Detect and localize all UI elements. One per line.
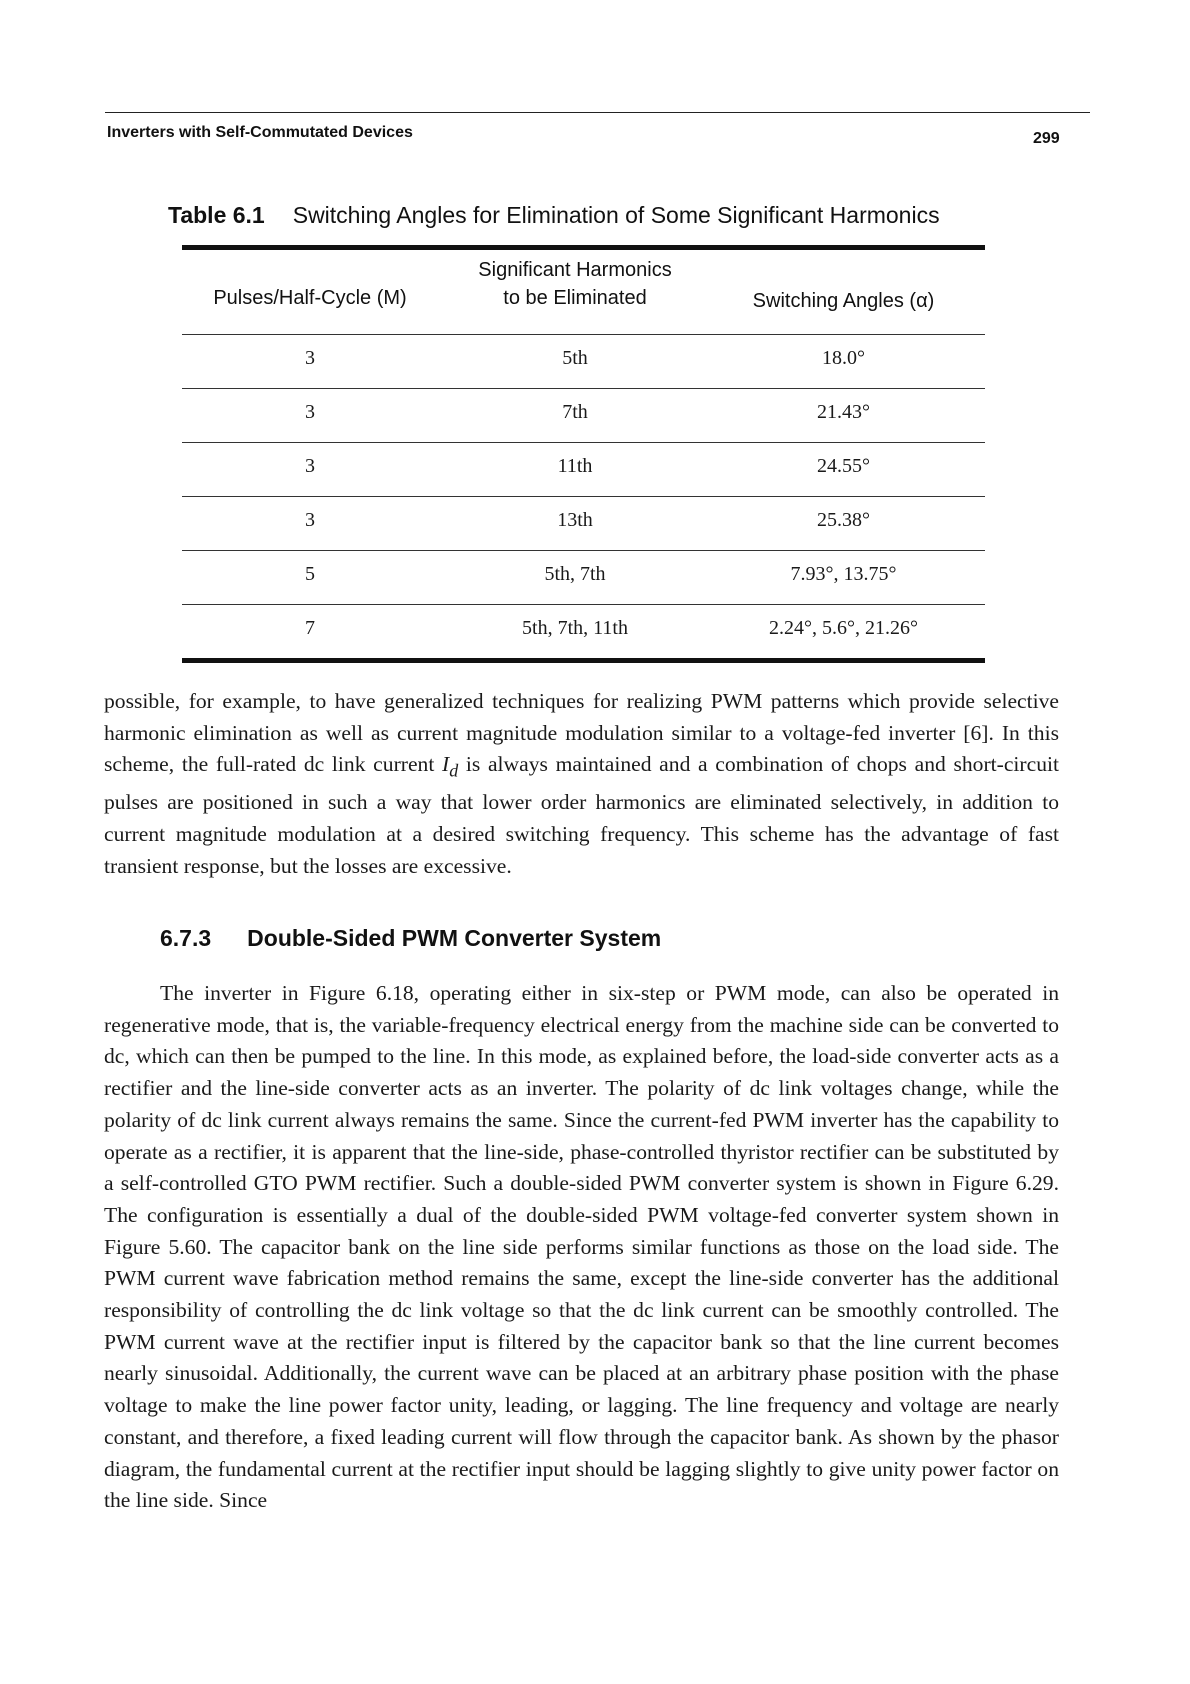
cell-pulses: 3 [305,347,315,369]
body-paragraph: The inverter in Figure 6.18, operating either in six-step or PWM mode, can also be operated in regenerative mode, that is, the variable-frequency electrical energy from the machine side can be converted to dc, which can then be pumped to the line. In this mode, as explained before, the load-side converter acts as a rectifier and the line-side converter acts as an inverter. The polarity of dc link voltages change, while the polarity of dc link current always remains the same. Since the current-fed PWM inverter has the capability to operate as a rectifier, it is apparent that the line-side, phase-controlled thyristor rectifier can be substituted by a self-controlled GTO PWM rectifier. Such a double-sided PWM converter system is shown in Figure 6.29. The configuration is essentially a dual of the double-sided PWM voltage-fed converter system shown in Figure 5.60. The capacitor bank on the line side performs similar functions as those on the load side. The PWM current wave fabrication method remains the same, except the line-side converter has the additional responsibility of controlling the dc link voltage so that the dc link current can be smoothly controlled. The PWM current wave at the rectifier input is filtered by the capacitor bank so that the line current becomes nearly sinusoidal. Additionally, the current wave can be placed at an arbitrary phase position with the phase voltage to make the line power factor unity, leading, or lagging. The line frequency and voltage are nearly constant, and therefore, a fixed leading current will flow through the capacitor bank. As shown by the phasor diagram, the fundamental current at the rectifier input should be lagging slightly to give unity power factor on the line side. Since [104,981,1059,1513]
cell-pulses: 7 [305,617,315,639]
cell-pulses: 3 [305,509,315,531]
table-header-row [182,250,985,334]
page-number: 299 [1033,130,1060,147]
table-row [182,443,985,496]
cell-harmonics: 5th, 7th [544,563,606,585]
section-title: Double-Sided PWM Converter System [247,925,662,951]
table-caption [168,202,940,229]
dc-link-current-subscript: d [449,760,459,781]
header-harmonics-line1: Significant Harmonics [478,259,672,281]
cell-angles: 25.38° [817,509,870,531]
section-number: 6.7.3 [160,925,212,951]
switching-angles-table [182,245,985,663]
cell-angles: 21.43° [817,401,870,423]
cell-harmonics: 7th [562,401,588,423]
section-heading [160,925,661,952]
cell-harmonics: 5th, 7th, 11th [522,617,628,639]
cell-harmonics: 11th [557,455,593,477]
cell-angles: 24.55° [817,455,870,477]
cell-pulses: 3 [305,455,315,477]
header-angles: Switching Angles (α) [752,290,935,312]
dc-link-current-symbol: I [442,752,450,777]
running-head: Inverters with Self-Commutated Devices [107,124,413,141]
table-row [182,551,985,604]
header-pulses: Pulses/Half-Cycle (M) [213,287,407,309]
cell-angles: 7.93°, 13.75° [790,563,897,585]
header-harmonics [450,256,700,312]
cell-harmonics: 5th [562,347,588,369]
table-label: Table 6.1 [168,202,265,228]
cell-angles: 2.24°, 5.6°, 21.26° [769,617,918,639]
body-paragraph [104,686,1059,883]
paragraph-text: is always maintained and a combination of chops and short-circuit pulses are positioned in such a way that lower order harmonics are eliminated selectively, in addition to current magnitude modulation at a desired switching frequency. This scheme has the advantage of fast transient response, but the losses are excessive. [104,752,1059,878]
table-bottom-rule [182,658,985,663]
header-harmonics-line2: to be Eliminated [503,287,647,309]
paragraph-text: possible, for example, to have generalized techniques for realizing PWM patterns which provide selective harmonic elimination as well as current magnitude modulation similar to a voltage-fed inverter [6]. In this scheme, the full-rated dc link current [104,689,1059,777]
cell-harmonics: 13th [557,509,593,531]
cell-pulses: 3 [305,401,315,423]
table-row [182,605,985,658]
table-title: Switching Angles for Elimination of Some Significant Harmonics [292,202,940,228]
table-row [182,497,985,550]
header-rule [105,112,1090,113]
cell-angles: 18.0° [822,347,865,369]
table-row [182,335,985,388]
cell-pulses: 5 [305,563,315,585]
table-row [182,389,985,442]
